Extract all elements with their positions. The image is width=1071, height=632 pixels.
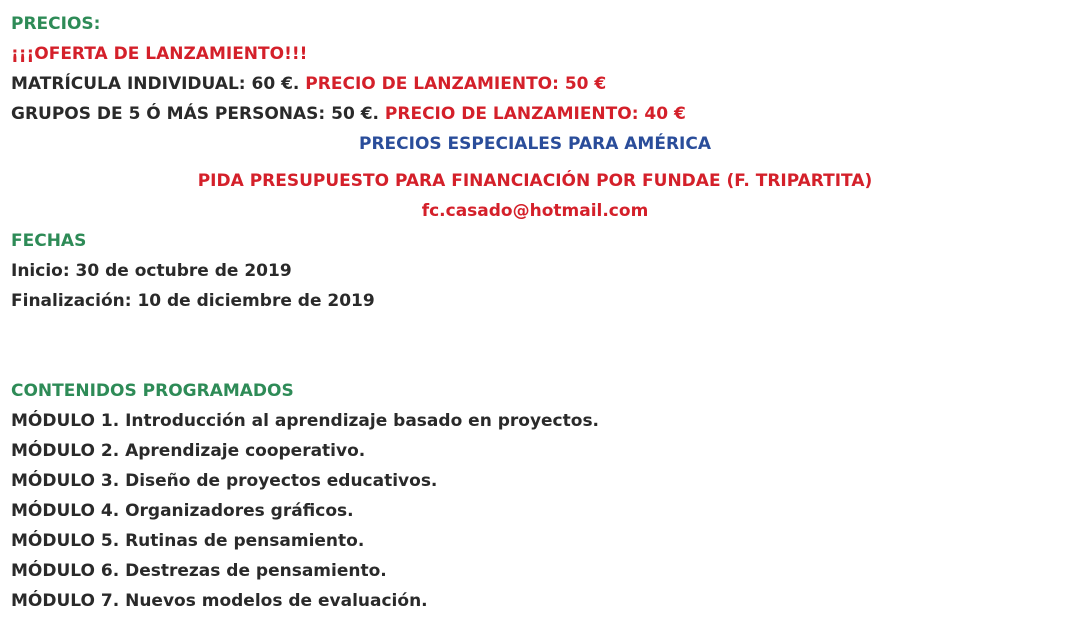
group-launch-price: PRECIO DE LANZAMIENTO: 40 € bbox=[378, 104, 686, 124]
pricing-heading: PRECIOS: bbox=[11, 14, 101, 34]
module-item: MÓDULO 4. Organizadores gráficos. bbox=[11, 501, 354, 521]
america-special-prices: PRECIOS ESPECIALES PARA AMÉRICA bbox=[358, 134, 712, 154]
individual-price-label: MATRÍCULA INDIVIDUAL: 60 €. bbox=[11, 74, 300, 94]
launch-offer: ¡¡¡OFERTA DE LANZAMIENTO!!! bbox=[11, 44, 308, 64]
module-item: MÓDULO 2. Aprendizaje cooperativo. bbox=[11, 441, 366, 461]
contact-email-link[interactable]: fc.casado@hotmail.com bbox=[421, 201, 649, 221]
spacer bbox=[11, 159, 1059, 166]
module-item: MÓDULO 3. Diseño de proyectos educativos. bbox=[11, 471, 438, 491]
module-item: MÓDULO 6. Destrezas de pensamiento. bbox=[11, 561, 387, 581]
start-date: Inicio: 30 de octubre de 2019 bbox=[11, 261, 292, 281]
fundae-budget-notice: PIDA PRESUPUESTO PARA FINANCIACIÓN POR FUNDAE (F. TRIPARTITA) bbox=[197, 171, 873, 191]
individual-price-line bbox=[11, 69, 1059, 99]
group-price-line bbox=[11, 99, 1059, 129]
module-item: MÓDULO 1. Introducción al aprendizaje basado en proyectos. bbox=[11, 411, 600, 431]
contact-email-line bbox=[11, 196, 1059, 226]
module-item: MÓDULO 7. Nuevos modelos de evaluación. bbox=[11, 591, 428, 611]
dates-heading: FECHAS bbox=[11, 231, 87, 251]
individual-launch-price: PRECIO DE LANZAMIENTO: 50 € bbox=[299, 74, 607, 94]
contents-heading: CONTENIDOS PROGRAMADOS bbox=[11, 381, 294, 401]
group-price-label: GRUPOS DE 5 Ó MÁS PERSONAS: 50 €. bbox=[11, 104, 379, 124]
spacer bbox=[11, 316, 1059, 376]
end-date: Finalización: 10 de diciembre de 2019 bbox=[11, 291, 375, 311]
module-item: MÓDULO 5. Rutinas de pensamiento. bbox=[11, 531, 365, 551]
